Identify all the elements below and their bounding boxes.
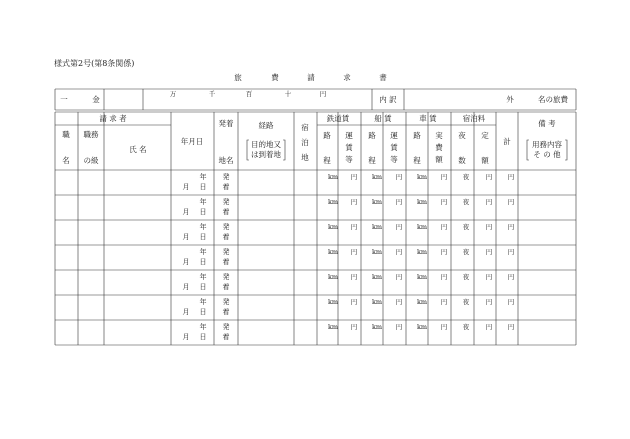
row-year: 年 — [199, 173, 207, 181]
row-car-yen: 円 — [440, 323, 448, 331]
row-year: 年 — [199, 223, 207, 231]
row-railway-km: km — [327, 223, 339, 231]
row-hotel-yen: 円 — [485, 273, 493, 281]
amount-unit: 十 — [284, 90, 292, 98]
hotel-nights-header: 夜 — [458, 131, 466, 140]
amount-suffix-right: 名の旅費 — [538, 95, 568, 104]
railway-distance-header: 路 — [323, 131, 331, 140]
row-hotel-yen: 円 — [485, 323, 493, 331]
row-ship-km: km — [371, 223, 383, 231]
breakdown-label: 内 訳 — [379, 95, 397, 104]
route-bracket-right — [283, 140, 285, 160]
row-car-km: km — [416, 173, 428, 181]
row-total-yen: 円 — [507, 273, 515, 281]
row-year: 年 — [199, 198, 207, 206]
row-railway-yen: 円 — [350, 223, 358, 231]
row-depart: 発 — [222, 198, 230, 206]
row-railway-yen: 円 — [350, 198, 358, 206]
row-year: 年 — [199, 273, 207, 281]
row-total-yen: 円 — [507, 323, 515, 331]
row-ship-yen: 円 — [395, 223, 403, 231]
row-month: 月 — [182, 258, 190, 266]
title-char: 請 — [307, 73, 315, 82]
row-hotel-yen: 円 — [485, 298, 493, 306]
row-total-yen: 円 — [507, 173, 515, 181]
row-ship-km: km — [371, 298, 383, 306]
position-header-top: 職 — [62, 130, 70, 139]
row-ship-yen: 円 — [395, 323, 403, 331]
row-railway-yen: 円 — [350, 323, 358, 331]
row-total-yen: 円 — [507, 223, 515, 231]
route-bracket-left — [247, 140, 249, 160]
date-header: 年月日 — [180, 137, 204, 146]
row-hotel-yen: 円 — [485, 173, 493, 181]
hotel-fixed-header: 額 — [481, 156, 489, 165]
title-char: 書 — [379, 73, 387, 82]
row-arrive: 着 — [222, 308, 230, 316]
lodging-header: 泊 — [301, 138, 309, 147]
row-car-yen: 円 — [440, 223, 448, 231]
row-year: 年 — [199, 323, 207, 331]
row-depart: 発 — [222, 173, 230, 181]
row-day: 日 — [199, 183, 207, 191]
row-railway-km: km — [327, 323, 339, 331]
row-month: 月 — [182, 333, 190, 341]
row-day: 日 — [199, 208, 207, 216]
row-railway-km: km — [327, 298, 339, 306]
row-railway-km: km — [327, 248, 339, 256]
car-header: 車 賃 — [419, 114, 437, 123]
row-railway-yen: 円 — [350, 273, 358, 281]
amount-unit: 百 — [245, 90, 253, 98]
row-hotel-nights: 夜 — [462, 273, 470, 281]
row-car-km: km — [416, 248, 428, 256]
row-car-km: km — [416, 323, 428, 331]
amount-unit: 千 — [208, 90, 216, 98]
row-railway-yen: 円 — [350, 248, 358, 256]
car-distance-header: 程 — [413, 156, 421, 165]
row-month: 月 — [182, 183, 190, 191]
row-day: 日 — [199, 308, 207, 316]
remarks-note-2: そ の 他 — [533, 150, 561, 159]
ship-fare-header: 賃 — [390, 143, 398, 152]
grade-header-top: 職務 — [83, 130, 99, 139]
row-arrive: 着 — [222, 258, 230, 266]
row-ship-yen: 円 — [395, 248, 403, 256]
title-char: 求 — [343, 73, 351, 82]
ship-distance-header: 程 — [368, 156, 376, 165]
row-car-yen: 円 — [440, 198, 448, 206]
row-day: 日 — [199, 233, 207, 241]
row-arrive: 着 — [222, 283, 230, 291]
claimant-header: 請 求 者 — [99, 114, 127, 123]
railway-distance-header: 程 — [323, 156, 331, 165]
row-total-yen: 円 — [507, 298, 515, 306]
row-day: 日 — [199, 333, 207, 341]
route-header: 経路 — [258, 121, 274, 130]
row-railway-yen: 円 — [350, 173, 358, 181]
row-hotel-nights: 夜 — [462, 248, 470, 256]
row-ship-km: km — [371, 248, 383, 256]
row-ship-yen: 円 — [395, 273, 403, 281]
total-header: 計 — [503, 137, 511, 146]
row-car-yen: 円 — [440, 173, 448, 181]
lodging-header: 地 — [301, 153, 309, 162]
ship-fare-header: 運 — [390, 131, 398, 140]
remarks-bracket-right — [565, 140, 567, 160]
ship-distance-header: 路 — [368, 131, 376, 140]
car-actual-header: 費 — [435, 143, 443, 152]
row-car-km: km — [416, 198, 428, 206]
remarks-note-1: 用務内容 — [532, 140, 562, 149]
row-ship-km: km — [371, 198, 383, 206]
row-arrive: 着 — [222, 208, 230, 216]
title-char: 費 — [271, 73, 279, 82]
row-day: 日 — [199, 258, 207, 266]
row-hotel-nights: 夜 — [462, 198, 470, 206]
amount-prefix: 一 — [60, 95, 68, 104]
car-actual-header: 額 — [435, 155, 443, 164]
row-hotel-nights: 夜 — [462, 173, 470, 181]
route-note-2: は到着地 — [251, 150, 281, 159]
row-hotel-nights: 夜 — [462, 223, 470, 231]
row-car-km: km — [416, 223, 428, 231]
row-depart: 発 — [222, 223, 230, 231]
grade-header-bottom: の級 — [83, 156, 99, 165]
ship-header: 船 賃 — [374, 114, 392, 123]
row-month: 月 — [182, 283, 190, 291]
row-hotel-nights: 夜 — [462, 323, 470, 331]
row-ship-yen: 円 — [395, 173, 403, 181]
hotel-fixed-header: 定 — [481, 131, 489, 140]
title-char: 旅 — [234, 73, 242, 82]
row-ship-km: km — [371, 323, 383, 331]
row-total-yen: 円 — [507, 248, 515, 256]
row-year: 年 — [199, 298, 207, 306]
row-car-yen: 円 — [440, 248, 448, 256]
position-header-bottom: 名 — [62, 156, 70, 165]
railway-fare-header: 運 — [345, 131, 353, 140]
row-hotel-yen: 円 — [485, 248, 493, 256]
amount-suffix-left: 外 — [506, 95, 514, 104]
name-header: 氏 名 — [129, 145, 147, 154]
row-month: 月 — [182, 308, 190, 316]
row-hotel-nights: 夜 — [462, 298, 470, 306]
row-arrive: 着 — [222, 333, 230, 341]
hotel-nights-header: 数 — [458, 156, 466, 165]
lodging-header: 宿 — [301, 123, 309, 132]
row-railway-km: km — [327, 198, 339, 206]
form-number-label: 様式第2号(第8条関係) — [54, 59, 135, 68]
remarks-header: 備 考 — [538, 119, 556, 128]
railway-header: 鉄道賃 — [326, 114, 350, 123]
hotel-header: 宿泊料 — [462, 114, 486, 123]
row-ship-km: km — [371, 173, 383, 181]
row-car-km: km — [416, 273, 428, 281]
row-car-yen: 円 — [440, 298, 448, 306]
ship-fare-header: 等 — [390, 155, 398, 164]
row-railway-yen: 円 — [350, 298, 358, 306]
row-depart: 発 — [222, 248, 230, 256]
car-distance-header: 路 — [413, 131, 421, 140]
depart-arrive-header-top: 発着 — [218, 119, 234, 128]
amount-unit: 万 — [169, 90, 177, 98]
row-ship-km: km — [371, 273, 383, 281]
depart-arrive-header-bottom: 地名 — [218, 156, 234, 165]
row-month: 月 — [182, 233, 190, 241]
row-day: 日 — [199, 283, 207, 291]
row-depart: 発 — [222, 273, 230, 281]
route-note-1: 目的地又 — [251, 140, 281, 149]
row-month: 月 — [182, 208, 190, 216]
row-year: 年 — [199, 248, 207, 256]
row-hotel-yen: 円 — [485, 198, 493, 206]
row-ship-yen: 円 — [395, 198, 403, 206]
row-arrive: 着 — [222, 233, 230, 241]
row-arrive: 着 — [222, 183, 230, 191]
row-total-yen: 円 — [507, 198, 515, 206]
amount-unit: 円 — [319, 90, 327, 98]
row-car-km: km — [416, 298, 428, 306]
row-railway-km: km — [327, 173, 339, 181]
amount-kin: 金 — [92, 95, 100, 104]
row-railway-km: km — [327, 273, 339, 281]
remarks-bracket-left — [527, 140, 529, 160]
row-car-yen: 円 — [440, 273, 448, 281]
row-ship-yen: 円 — [395, 298, 403, 306]
row-hotel-yen: 円 — [485, 223, 493, 231]
row-depart: 発 — [222, 323, 230, 331]
car-actual-header: 実 — [435, 131, 443, 140]
railway-fare-header: 賃 — [345, 143, 353, 152]
row-depart: 発 — [222, 298, 230, 306]
railway-fare-header: 等 — [345, 155, 353, 164]
